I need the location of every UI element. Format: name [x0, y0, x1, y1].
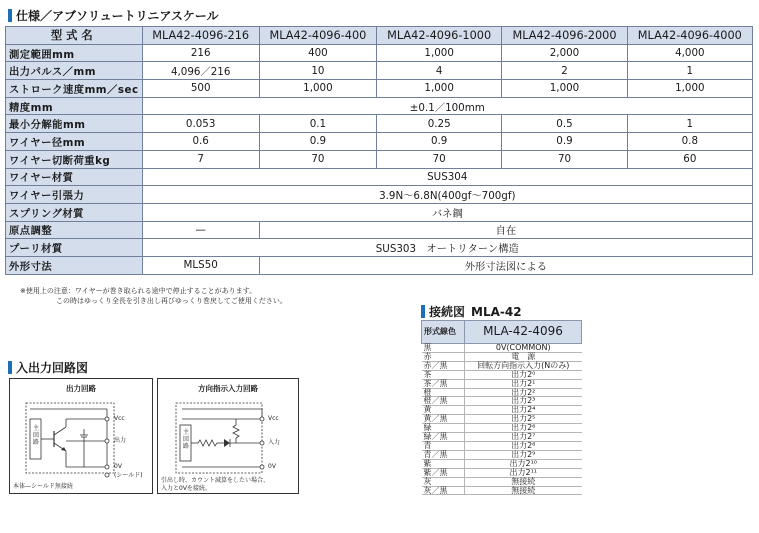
connection-row: 緑／黒 出力2⁷ — [422, 433, 582, 442]
section-marker — [8, 9, 12, 22]
connection-section-title: 接続図 MLA-42 — [421, 303, 522, 320]
output-circuit-caption: 本体—シールド無接続 — [13, 483, 73, 490]
spec-row-wire-material: ワイヤー材質 SUS304 — [6, 168, 753, 186]
output-circuit-title: 出力回路 — [66, 384, 96, 393]
spec-row-stroke-speed: ストローク速度mm／sec 500 1,000 1,000 1,000 1,000 — [6, 80, 753, 98]
spec-header-row — [6, 27, 753, 45]
shield-label: (シールド) — [114, 472, 143, 479]
spec-row-origin-adjust: 原点調整 — 自在 — [6, 221, 753, 239]
connection-row: 橙 出力2² — [422, 388, 582, 397]
spec-row-output-pulse: 出力パルス／mm 4,096／216 10 4 2 1 — [6, 62, 753, 80]
section-marker — [8, 361, 12, 374]
main-circuit-label: 主回路 — [183, 429, 190, 450]
main-circuit-label: 主回路 — [33, 425, 40, 446]
output-label: 出力 — [114, 437, 127, 444]
spec-row-breaking-load: ワイヤー切断荷重kg 7 70 70 70 60 — [6, 150, 753, 168]
spec-header-model: MLA42-4096-400 — [259, 27, 376, 45]
input-circuit-caption-1: 引出し時、カウント減算をしたい場合、 — [161, 477, 270, 484]
io-section-title: 入出力回路図 — [8, 359, 88, 376]
spec-header-model: MLA42-4096-2000 — [502, 27, 627, 45]
connection-row: 青 出力2⁸ — [422, 441, 582, 450]
spec-header-model: MLA42-4096-1000 — [377, 27, 502, 45]
spec-row-resolution: 最小分解能mm 0.053 0.1 0.25 0.5 1 — [6, 115, 753, 133]
spec-row-spring-material: スプリング材質 バネ鋼 — [6, 203, 753, 221]
spec-row-wire-tension: ワイヤー引張力 3.9N～6.8N(400gf～700gf) — [6, 186, 753, 204]
connection-row: 灰／黒 無接続 — [422, 486, 582, 495]
connection-row: 黄 出力2⁴ — [422, 406, 582, 415]
connection-row: 紫 出力2¹⁰ — [422, 459, 582, 468]
output-circuit-panel — [9, 378, 153, 494]
connection-row: 茶 出力2⁰ — [422, 370, 582, 379]
connection-row: 緑 出力2⁶ — [422, 424, 582, 433]
connection-row: 橙／黒 出力2³ — [422, 397, 582, 406]
usage-note: ※使用上の注意：ワイヤーが巻き取られる途中で停止することがあります。 この時はゆっくり全長を引き出し再びゆっくり巻戻してご使用ください。 — [20, 287, 287, 305]
input-circuit-panel — [157, 378, 299, 494]
spec-row-accuracy: 精度mm ±0.1／100mm — [6, 97, 753, 115]
spec-section-title: 仕様／アブソリュートリニアスケール — [8, 7, 219, 24]
connection-row: 紫／黒 出力2¹¹ — [422, 468, 582, 477]
input-circuit-caption-2: 入力と0Vを接続。 — [161, 485, 211, 492]
connection-row: 黒 0V(COMMON) — [422, 344, 582, 353]
connection-row: 赤／黒 回転方向指示入力(Nのみ) — [422, 361, 582, 370]
spec-header-model: MLA42-4096-216 — [142, 27, 259, 45]
connection-row: 赤 電 源 — [422, 352, 582, 361]
connection-row: 青／黒 出力2⁹ — [422, 450, 582, 459]
input-circuit-diagram — [158, 379, 298, 493]
spec-row-dimensions: 外形寸法 MLS50 外形寸法図による — [6, 256, 753, 274]
connection-header-row: 形式線色 MLA-42-4096 — [422, 321, 582, 344]
input-label: 入力 — [268, 439, 281, 446]
spec-row-pulley-material: プーリ材質 SUS303 オートリターン構造 — [6, 239, 753, 257]
vcc-label: Vcc — [114, 415, 125, 422]
spec-header-label: 型式名 — [6, 27, 143, 45]
spec-row-wire-diameter: ワイヤー径mm 0.6 0.9 0.9 0.9 0.8 — [6, 133, 753, 151]
section-marker — [421, 305, 425, 318]
connection-table — [421, 320, 582, 495]
zero-v-label: 0V — [114, 463, 122, 470]
vcc-label: Vcc — [268, 415, 279, 422]
spec-header-model: MLA42-4096-4000 — [627, 27, 752, 45]
spec-table — [5, 26, 753, 275]
connection-row: 灰 無接続 — [422, 477, 582, 486]
zero-v-label: 0V — [268, 463, 276, 470]
input-circuit-title: 方向指示入力回路 — [198, 384, 258, 393]
connection-row: 茶／黒 出力2¹ — [422, 379, 582, 388]
connection-row: 黄／黒 出力2⁵ — [422, 415, 582, 424]
spec-row-measuring-range: 測定範囲mm 216 400 1,000 2,000 4,000 — [6, 44, 753, 62]
